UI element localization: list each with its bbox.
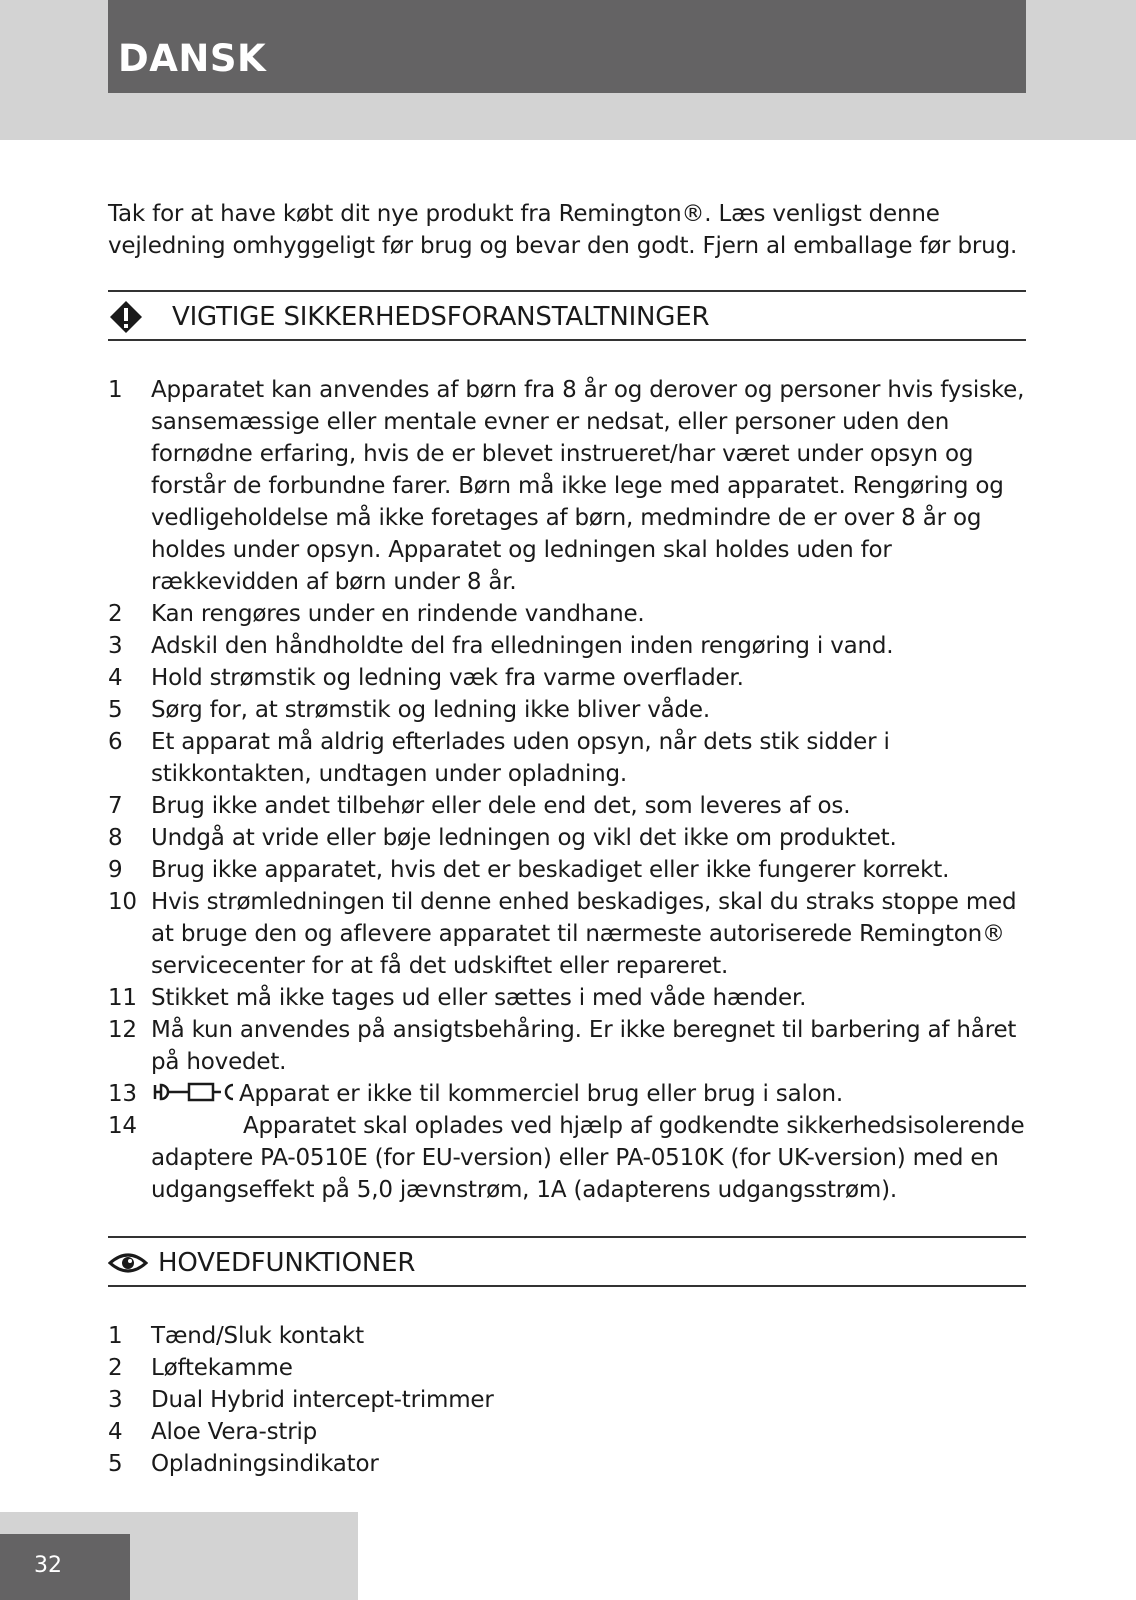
list-item (108, 1320, 1038, 1352)
list-item (108, 374, 1038, 598)
intro-paragraph: Tak for at have købt dit nye produkt fra Remington®. Læs venligst denne vejledning omhyggeligt før brug og bevar den godt. Fjern al emballage før brug. (108, 201, 1018, 259)
list-item (108, 1416, 1038, 1448)
item-text: Apparatet skal oplades ved hjælp af godkendte sikkerhedsisolerende adaptere PA-0510E (for EU-version) eller PA-0510K (for UK-version) med en udgangseffekt på 5,0 jævnstrøm, 1A (adapterens udgangsstrøm). (151, 1113, 1025, 1203)
item-number: 14 (108, 1113, 137, 1139)
list-item (108, 1110, 1038, 1206)
list-item (108, 630, 1038, 662)
item-text: Brug ikke andet tilbehør eller dele end det, som leveres af os. (151, 793, 851, 819)
list-item (108, 790, 1038, 822)
language-title: DANSK (118, 37, 267, 80)
list-item (108, 1352, 1038, 1384)
list-item (108, 1078, 1038, 1110)
safety-section-header (108, 290, 1026, 341)
item-text: Kan rengøres under en rindende vandhane. (151, 601, 645, 627)
item-text: Undgå at vride eller bøje ledningen og vikl det ikke om produktet. (151, 825, 897, 851)
list-item (108, 694, 1038, 726)
item-text: Stikket må ikke tages ud eller sættes i med våde hænder. (151, 985, 807, 1011)
warning-icon (108, 299, 144, 335)
list-item (108, 726, 1038, 790)
item-number: 12 (108, 1017, 137, 1043)
list-item (108, 886, 1038, 982)
item-number: 2 (108, 601, 123, 627)
item-text: Hold strømstik og ledning væk fra varme overflader. (151, 665, 744, 691)
list-item (108, 1384, 1038, 1416)
language-bar (108, 0, 1026, 93)
item-text: Tænd/Sluk kontakt (151, 1323, 364, 1349)
item-number: 4 (108, 665, 123, 691)
item-text: Aloe Vera-strip (151, 1419, 318, 1445)
item-text: Apparat er ikke til kommerciel brug eller brug i salon. (239, 1081, 844, 1107)
item-text: Løftekamme (151, 1355, 293, 1381)
item-number: 4 (108, 1419, 123, 1445)
item-number: 2 (108, 1355, 123, 1381)
safety-list (108, 374, 1038, 1206)
list-item (108, 822, 1038, 854)
item-number: 6 (108, 729, 123, 755)
item-number: 5 (108, 1451, 123, 1477)
item-number: 1 (108, 1323, 123, 1349)
item-number: 3 (108, 1387, 123, 1413)
list-item (108, 598, 1038, 630)
item-text: Sørg for, at strømstik og ledning ikke bliver våde. (151, 697, 710, 723)
list-item (108, 1448, 1038, 1480)
item-text: Et apparat må aldrig efterlades uden opsyn, når dets stik sidder i stikkontakten, undtagen under opladning. (151, 729, 890, 787)
item-number: 1 (108, 377, 123, 403)
page-number-box (0, 1534, 130, 1600)
features-section-header (108, 1236, 1026, 1287)
item-number: 5 (108, 697, 123, 723)
page-number: 32 (34, 1553, 62, 1578)
safety-title: VIGTIGE SIKKERHEDSFORANSTALTNINGER (172, 302, 710, 332)
list-item (108, 982, 1038, 1014)
item-text: Apparatet kan anvendes af børn fra 8 år og derover og personer hvis fysiske, sansemæssige eller mentale evner er nedsat, eller personer uden den fornødne erfaring, hvis de er blevet instrueret/har været under opsyn og forstår de forbundne farer. Børn må ikke lege med apparatet. Rengøring og vedligeholdelse må ikke foretages af børn, medmindre de er over 8 år og holdes under opsyn. Apparatet og ledningen skal holdes uden for rækkevidden af børn under 8 år. (151, 377, 1025, 595)
item-number: 11 (108, 985, 137, 1011)
item-text: Hvis strømledningen til denne enhed beskadiges, skal du straks stoppe med at bruge den og aflevere apparatet til nærmeste autoriserede Remington® servicecenter for at få det udskiftet eller repareret. (151, 889, 1017, 979)
item-text: Adskil den håndholdte del fra elledningen inden rengøring i vand. (151, 633, 894, 659)
features-list (108, 1320, 1038, 1480)
item-number: 9 (108, 857, 123, 883)
item-number: 13 (108, 1081, 137, 1107)
list-item (108, 854, 1038, 886)
adapter-symbol-icon (151, 1080, 237, 1104)
list-item (108, 1014, 1038, 1078)
item-text: Dual Hybrid intercept-trimmer (151, 1387, 494, 1413)
item-text: Brug ikke apparatet, hvis det er beskadiget eller ikke fungerer korrekt. (151, 857, 950, 883)
item-number: 3 (108, 633, 123, 659)
item-number: 7 (108, 793, 123, 819)
item-number: 8 (108, 825, 123, 851)
item-text: Må kun anvendes på ansigtsbehåring. Er ikke beregnet til barbering af håret på hovedet. (151, 1017, 1017, 1075)
features-title: HOVEDFUNKTIONER (158, 1248, 416, 1278)
list-item (108, 662, 1038, 694)
eye-icon (108, 1250, 148, 1276)
item-number: 10 (108, 889, 137, 915)
item-text: Opladningsindikator (151, 1451, 379, 1477)
